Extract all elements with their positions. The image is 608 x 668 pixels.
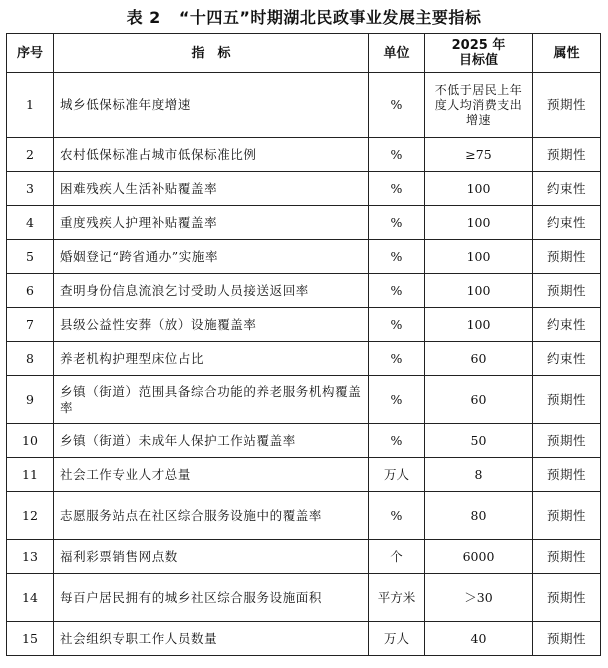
row-attribute: 预期性 — [533, 376, 601, 424]
header-attribute: 属性 — [533, 34, 601, 73]
row-indicator: 每百户居民拥有的城乡社区综合服务设施面积 — [54, 574, 369, 622]
row-unit: % — [369, 172, 425, 206]
header-target-year: 2025 年 — [451, 38, 506, 53]
row-target: 100 — [425, 172, 533, 206]
row-unit: 个 — [369, 540, 425, 574]
indicators-table — [6, 33, 601, 656]
row-unit: % — [369, 240, 425, 274]
row-attribute: 约束性 — [533, 342, 601, 376]
row-attribute: 预期性 — [533, 73, 601, 138]
row-no: 7 — [7, 308, 54, 342]
table-row — [7, 274, 601, 308]
row-unit: 万人 — [369, 622, 425, 656]
row-attribute: 预期性 — [533, 492, 601, 540]
row-unit: % — [369, 138, 425, 172]
row-attribute: 约束性 — [533, 172, 601, 206]
row-attribute: 预期性 — [533, 574, 601, 622]
table-row — [7, 73, 601, 138]
row-attribute: 预期性 — [533, 622, 601, 656]
table-row — [7, 240, 601, 274]
header-unit: 单位 — [369, 34, 425, 73]
row-indicator: 乡镇（街道）未成年人保护工作站覆盖率 — [54, 424, 369, 458]
row-no: 9 — [7, 376, 54, 424]
header-indicator: 指 标 — [54, 34, 369, 73]
row-target: 80 — [425, 492, 533, 540]
table-row — [7, 206, 601, 240]
table-row — [7, 342, 601, 376]
table-caption — [0, 4, 608, 32]
row-no: 3 — [7, 172, 54, 206]
row-no: 1 — [7, 73, 54, 138]
row-unit: % — [369, 73, 425, 138]
row-indicator: 福利彩票销售网点数 — [54, 540, 369, 574]
row-unit: % — [369, 206, 425, 240]
row-target: 50 — [425, 424, 533, 458]
row-target: 100 — [425, 240, 533, 274]
row-target: 40 — [425, 622, 533, 656]
row-no: 8 — [7, 342, 54, 376]
row-no: 2 — [7, 138, 54, 172]
row-unit: 万人 — [369, 458, 425, 492]
row-attribute: 预期性 — [533, 424, 601, 458]
table-row — [7, 622, 601, 656]
row-indicator: 社会工作专业人才总量 — [54, 458, 369, 492]
row-indicator: 重度残疾人护理补贴覆盖率 — [54, 206, 369, 240]
table-row — [7, 138, 601, 172]
row-unit: 平方米 — [369, 574, 425, 622]
header-row — [7, 34, 601, 73]
row-indicator: 养老机构护理型床位占比 — [54, 342, 369, 376]
row-attribute: 约束性 — [533, 206, 601, 240]
row-indicator: 农村低保标准占城市低保标准比例 — [54, 138, 369, 172]
row-no: 4 — [7, 206, 54, 240]
row-attribute: 约束性 — [533, 308, 601, 342]
row-indicator: 婚姻登记“跨省通办”实施率 — [54, 240, 369, 274]
row-unit: % — [369, 342, 425, 376]
row-target: 100 — [425, 308, 533, 342]
row-unit: % — [369, 424, 425, 458]
row-no: 12 — [7, 492, 54, 540]
table-row — [7, 458, 601, 492]
row-no: 13 — [7, 540, 54, 574]
row-indicator: 县级公益性安葬（放）设施覆盖率 — [54, 308, 369, 342]
table-row — [7, 424, 601, 458]
table-row — [7, 492, 601, 540]
row-target: 6000 — [425, 540, 533, 574]
row-no: 14 — [7, 574, 54, 622]
row-target: 60 — [425, 376, 533, 424]
row-target: 8 — [425, 458, 533, 492]
row-target: 不低于居民上年度人均消费支出增速 — [425, 73, 533, 138]
row-no: 10 — [7, 424, 54, 458]
row-target: ≥75 — [425, 138, 533, 172]
row-target: 100 — [425, 206, 533, 240]
header-target-label: 目标值 — [458, 53, 498, 68]
table-row — [7, 540, 601, 574]
table-row — [7, 308, 601, 342]
row-indicator: 乡镇（街道）范围具备综合功能的养老服务机构覆盖率 — [54, 376, 369, 424]
row-attribute: 预期性 — [533, 458, 601, 492]
row-no: 6 — [7, 274, 54, 308]
row-indicator: 城乡低保标准年度增速 — [54, 73, 369, 138]
row-no: 11 — [7, 458, 54, 492]
table-number: 表 2 — [126, 8, 161, 27]
row-target: ＞30 — [425, 574, 533, 622]
row-no: 15 — [7, 622, 54, 656]
row-unit: % — [369, 376, 425, 424]
row-attribute: 预期性 — [533, 540, 601, 574]
row-no: 5 — [7, 240, 54, 274]
row-unit: % — [369, 308, 425, 342]
row-attribute: 预期性 — [533, 138, 601, 172]
row-indicator: 社会组织专职工作人员数量 — [54, 622, 369, 656]
row-indicator: 困难残疾人生活补贴覆盖率 — [54, 172, 369, 206]
row-target: 100 — [425, 274, 533, 308]
header-target — [425, 34, 533, 73]
table-row — [7, 574, 601, 622]
table-row — [7, 376, 601, 424]
row-indicator: 志愿服务站点在社区综合服务设施中的覆盖率 — [54, 492, 369, 540]
table-title: “十四五”时期湖北民政事业发展主要指标 — [178, 8, 482, 27]
row-unit: % — [369, 274, 425, 308]
row-target: 60 — [425, 342, 533, 376]
table-row — [7, 172, 601, 206]
row-indicator: 查明身份信息流浪乞讨受助人员接送返回率 — [54, 274, 369, 308]
row-unit: % — [369, 492, 425, 540]
header-no: 序号 — [7, 34, 54, 73]
row-attribute: 预期性 — [533, 274, 601, 308]
row-attribute: 预期性 — [533, 240, 601, 274]
